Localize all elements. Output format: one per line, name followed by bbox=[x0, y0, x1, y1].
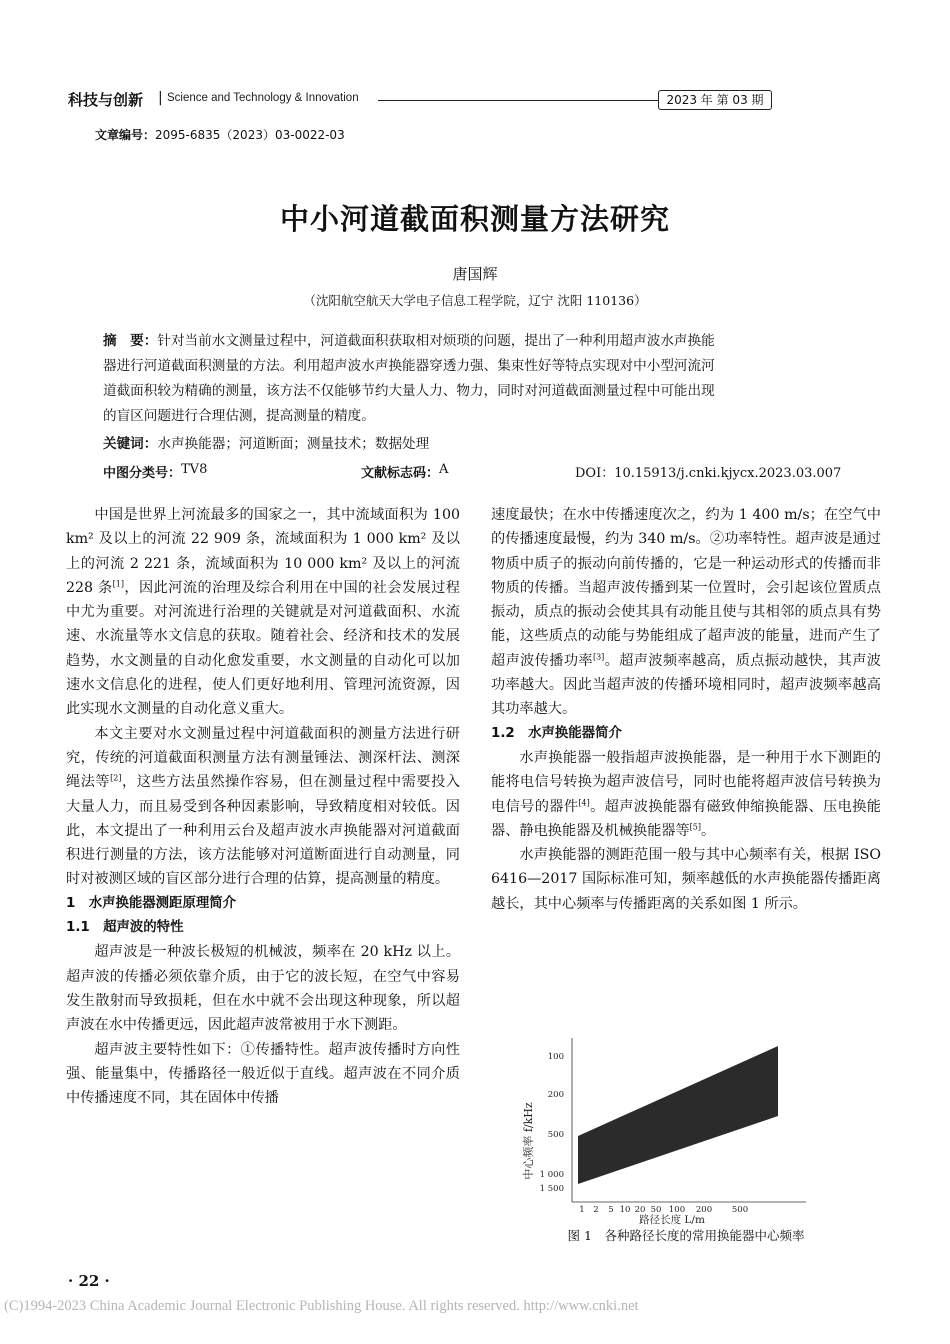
abstract-text-1: 针对当前水文测量过程中，河道截面积获取相对烦琐的问题，提出了一种利用超声波水声换能 bbox=[157, 333, 715, 349]
header-separator: | bbox=[158, 90, 163, 106]
x-tick-label: 1 bbox=[579, 1205, 585, 1215]
article-number-label: 文章编号： bbox=[95, 128, 156, 142]
paragraph: 超声波是一种波长极短的机械波，频率在 20 kHz 以上。超声波的传播必须依靠介质，由于它的波长短，在空气中容易发生散射而导致损耗，但在水中就不会出现这种现象，所以超声波在水中传播更远，因此超声波常被用于水下测距。 bbox=[66, 944, 460, 1034]
doi: DOI：10.15913/j.cnki.kjycx.2023.03.007 bbox=[575, 466, 842, 481]
citation[interactable]: [5] bbox=[689, 822, 701, 832]
y-tick-labels bbox=[540, 1052, 564, 1194]
paragraph: 速度最快；在水中传播速度次之，约为 1 400 m/s；在空气中的传播速度最慢，约为 340 m/s。②功率特性。超声波是通过物质中质子的振动向前传播的，它是一种运动形式的传播而非物质的传播。当超声波传播到某一位置时，会引起该位置质点振动，质点的振动会使其具有动能且使与其相邻的质点具有势能，这些质点的动能与势能组成了超声波的能量，进而产生了超声波传播功率[3]。超声波频率越高，质点振动越快，其声波功率越大。因此当超声波的传播环境相同时，超声波频率越高其功率越大。 bbox=[491, 507, 881, 718]
paragraph: 超声波主要特性如下：①传播特性。超声波传播时方向性强、能量集中，传播路径一般近似于直线。超声波在不同介质中传播速度不同，其在固体中传播 bbox=[66, 1041, 460, 1107]
x-tick-label: 50 bbox=[650, 1205, 662, 1215]
x-tick-label: 500 bbox=[731, 1205, 749, 1215]
subsection-heading: 1.1 超声波的特性 bbox=[66, 920, 184, 936]
y-tick-label: 1 500 bbox=[539, 1184, 564, 1194]
author: 唐国辉 bbox=[452, 265, 498, 283]
keywords-label: 关键词： bbox=[103, 436, 158, 452]
x-tick-label: 100 bbox=[668, 1205, 686, 1215]
body-column-left bbox=[66, 503, 460, 1110]
classification-line bbox=[103, 462, 849, 480]
header-rule bbox=[378, 100, 658, 101]
paragraph: 水声换能器一般指超声波换能器，是一种用于水下测距的能将电信号转换为超声波信号，同时也能将超声波信号转换为电信号的器件[4]。超声波换能器有磁致伸缩换能器、压电换能器、静电换能器及机械换能器等[5]。 bbox=[491, 749, 881, 839]
x-tick-label: 5 bbox=[608, 1205, 614, 1215]
subsection-heading: 1.2 水声换能器简介 bbox=[491, 725, 622, 741]
frequency-band bbox=[578, 1046, 778, 1184]
page-number: · 22 · bbox=[68, 1272, 110, 1290]
y-tick-label: 100 bbox=[547, 1052, 564, 1062]
abstract-line-3: 道截面积较为精确的测量，该方法不仅能够节约大量人力、物力，同时对河道截面测量过程中可能出现 bbox=[103, 383, 715, 399]
y-tick-label: 1 000 bbox=[539, 1170, 564, 1180]
keywords-line bbox=[103, 435, 429, 453]
paragraph: 水声换能器的测距范围一般与其中心频率有关，根据 ISO 6416—2017 国际标准可知，频率越低的水声换能器传播距离越长，其中心频率与传播距离的关系如图 1 所示。 bbox=[491, 847, 881, 912]
journal-name-en: Science and Technology & Innovation bbox=[167, 92, 359, 104]
keywords: 水声换能器；河道断面；测量技术；数据处理 bbox=[157, 436, 430, 452]
copyright-footer: (C)1994-2023 China Academic Journal Electronic Publishing House. All rights reserved. http://www.cnki.net bbox=[4, 1298, 639, 1314]
article-number bbox=[95, 126, 345, 143]
y-tick-label: 500 bbox=[547, 1130, 564, 1140]
citation[interactable]: [4] bbox=[578, 797, 590, 807]
x-tick-label: 2 bbox=[593, 1205, 599, 1215]
doc-code-label: 文献标志码： bbox=[361, 466, 440, 481]
figure-caption: 图 1 各种路径长度的常用换能器中心频率 bbox=[567, 1228, 805, 1243]
citation[interactable]: [1] bbox=[112, 579, 124, 589]
body-column-right bbox=[491, 503, 881, 916]
x-tick-label: 20 bbox=[634, 1205, 646, 1215]
figure-1-chart bbox=[522, 1036, 822, 1248]
x-tick-label: 10 bbox=[619, 1205, 631, 1215]
article-number-value: 2095-6835（2023）03-0022-03 bbox=[155, 128, 345, 142]
y-tick-label: 200 bbox=[547, 1090, 564, 1100]
paper-title: 中小河道截面积测量方法研究 bbox=[279, 202, 670, 236]
abstract-line-4: 的盲区问题进行合理估测，提高测量的精度。 bbox=[103, 408, 375, 424]
abstract-line-1 bbox=[103, 332, 715, 350]
clc-code: TV8 bbox=[181, 462, 208, 477]
journal-name-cn: 科技与创新 bbox=[68, 91, 144, 109]
section-heading: 1 水声换能器测距原理简介 bbox=[66, 895, 237, 911]
paragraph: 中国是世界上河流最多的国家之一，其中流域面积为 100 km² 及以上的河流 22 909 条，流域面积为 1 000 km² 及以上的河流 2 221 条，流域面积为 10 000 km² 及以上的河流 228 条[1]，因此河流的治理及综合利用在中国的社会发展过程中尤为重要。对河流进行治理的关键就是对河道截面积、水流速、水流量等水文信息的获取。随着社会、经济和技术的发展趋势，水文测量的自动化愈发重要，水文测量的自动化可以加速水文信息化的进程，使人们更好地利用、管理河流资源，因此实现水文测量的自动化意义重大。 bbox=[66, 507, 460, 718]
affiliation: （沈阳航空航天大学电子信息工程学院，辽宁 沈阳 110136） bbox=[303, 293, 647, 308]
paragraph: 本文主要对水文测量过程中河道截面积的测量方法进行研究，传统的河道截面积测量方法有测量锤法、测深杆法、测深绳法等[2]，这些方法虽然操作容易，但在测量过程中需要投入大量人力，而且易受到各种因素影响，导致精度相对较低。因此，本文提出了一种利用云台及超声波水声换能器对河道截面积进行测量的方法，该方法能够对河道断面进行自动测量，同时对被测区域的盲区部分进行合理的估算，提高测量的精度。 bbox=[66, 725, 460, 888]
doc-code: A bbox=[439, 462, 449, 477]
x-axis-label: 路径长度 L/m bbox=[639, 1214, 705, 1226]
abstract-label: 摘 要： bbox=[103, 333, 158, 349]
citation[interactable]: [3] bbox=[592, 652, 605, 662]
x-tick-label: 200 bbox=[695, 1205, 713, 1215]
issue-badge: 2023 年 第 03 期 bbox=[658, 90, 772, 110]
clc-label: 中图分类号： bbox=[103, 466, 182, 481]
abstract-line-2: 器进行河道截面积测量的方法。利用超声波水声换能器穿透力强、集束性好等特点实现对中小型河流河 bbox=[103, 358, 715, 374]
citation[interactable]: [2] bbox=[110, 773, 122, 783]
y-axis-label: 中心频率 f/kHz bbox=[522, 1102, 535, 1180]
